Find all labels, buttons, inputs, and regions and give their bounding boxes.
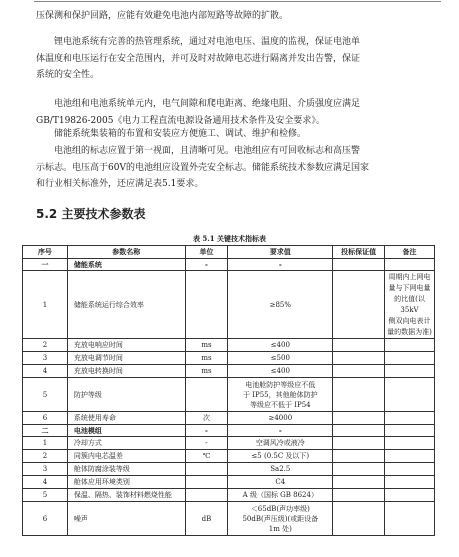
row-guarantee [333,339,385,352]
note-line: 周期内上网电 [388,272,431,281]
row-name: 舱体应用环境类别 [67,476,185,489]
row-note [385,352,435,365]
row-value: ≥4000 [228,412,333,425]
row-note [385,502,435,536]
section-title: 主要技术参数表 [61,207,146,221]
value-line: 电池舱防护等级应不低 [245,380,316,389]
table-row [23,463,435,476]
row-unit [185,489,228,502]
row-value: ≤5 (0.5C 及以下) [228,450,333,463]
row-value: ≤500 [228,352,333,365]
row-unit: ms [185,365,228,378]
col-header-note: 备注 [385,246,435,259]
table-row [23,450,435,463]
text-line: 电池组的标志应置于第一视面，且清晰可见。电池组应有可回收标志和高压警 [54,146,361,156]
row-name: 同簇内电芯温差 [67,450,185,463]
table-row [23,476,435,489]
row-guarantee [333,352,385,365]
row-unit: dB [185,502,228,536]
row-unit: ℃ [185,450,228,463]
empty-cell [333,259,385,271]
row-note [385,450,435,463]
table-row [23,502,435,536]
text-line: 示标志。电压高于60V的电池组应设置外壳安全标志。储能系统技术参数应满足国家 [36,162,369,173]
value-line: 1m 处) [268,524,292,533]
empty-cell [385,425,435,437]
row-note [385,378,435,412]
row-unit [185,476,228,489]
row-note [385,271,435,339]
row-guarantee [333,489,385,502]
table-group-row [23,425,435,437]
group-name: 电池模组 [67,425,185,437]
value-line: 50dB(声压级)(或距设备 [242,514,319,523]
row-index: 5 [23,378,68,412]
row-name: 保温、隔热、装饰材料燃烧性能 [67,489,185,502]
section-number: 5.2 [36,207,58,221]
row-value [228,378,333,412]
table-header-row [23,246,435,259]
row-index: 3 [23,463,68,476]
row-value [228,502,333,536]
paragraph-5 [36,143,422,193]
table-row [23,378,435,412]
empty-cell [333,425,385,437]
text-line: 和行业相关标准外，还应满足表5.1要求。 [36,179,204,189]
group-unit: - [185,425,228,437]
row-index: 4 [23,476,68,489]
row-guarantee [333,476,385,489]
row-index: 1 [23,271,68,339]
row-index: 4 [23,365,68,378]
row-unit [185,271,228,339]
row-unit: ms [185,339,228,352]
spec-table [22,245,435,536]
row-name: 充放电调节时间 [67,352,185,365]
row-name: 冷却方式 [67,437,185,450]
group-index: 二 [23,425,68,437]
value-line: 于 IP55，其他舱体防护 [243,390,318,399]
text-line: 储能系统集装箱的布置和安装应方便施工、调试、维护和检修。 [54,129,307,139]
col-header-guarantee: 投标保证值 [333,246,385,259]
row-name: 充放电转换时间 [67,365,185,378]
row-guarantee [333,463,385,476]
note-line: 侧双向电表计 [388,316,431,325]
row-value: ≤400 [228,339,333,352]
note-line: 量的数据为准) [387,327,432,336]
row-note [385,463,435,476]
row-note [385,339,435,352]
table-row [23,339,435,352]
row-name: 储能系统运行综合效率 [67,271,185,339]
note-line: 的比值(以35kV [394,294,425,314]
text-line: 系统的安全性。 [36,70,100,80]
empty-cell [385,259,435,271]
row-index: 6 [23,502,68,536]
row-index: 3 [23,352,68,365]
row-value: ≥85% [228,271,333,339]
row-name: 舱体防腐涂装等级 [67,463,185,476]
row-unit [185,378,228,412]
row-unit: 次 [185,412,228,425]
table-group-row [23,259,435,271]
group-index: 一 [23,259,68,271]
row-value: A 级（国标 GB 8624） [228,489,333,502]
table-row [23,437,435,450]
table-row [23,412,435,425]
row-note [385,437,435,450]
row-unit: - [185,437,228,450]
row-unit: ms [185,352,228,365]
row-note [385,489,435,502]
row-guarantee [333,502,385,536]
row-guarantee [333,412,385,425]
row-guarantee [333,378,385,412]
row-index: 2 [23,339,68,352]
row-value: C4 [228,476,333,489]
row-name: 系统使用寿命 [67,412,185,425]
row-value: Sa2.5 [228,463,333,476]
row-guarantee [333,365,385,378]
row-name: 防护等级 [67,378,185,412]
group-value: - [228,259,333,271]
header-rule [34,1,441,2]
value-line: ＜65dB(声功率级) [250,504,310,513]
col-header-name: 参数名称 [67,246,185,259]
row-index: 5 [23,489,68,502]
row-note [385,476,435,489]
group-unit: - [185,259,228,271]
row-name: 噪声 [67,502,185,536]
section-heading [36,205,145,222]
text-line: GB/T19826-2005《电力工程直流电源设备通用技术条件及安全要求》。 [36,115,325,126]
text-line: 电池组和电池系统单元内，电气间隙和爬电距离、绝缘电阻、介质强度应满足 [54,99,361,109]
row-unit [185,463,228,476]
col-header-required: 要求值 [228,246,333,259]
text-line: 体温度和电压运行在安全范围内，并可及时对故障电芯进行隔离并发出告警，保证 [36,53,361,64]
row-note [385,412,435,425]
text-line: 压保测和保护回路，应能有效避免电池内部短路等故障的扩散。 [36,11,289,21]
table-row [23,352,435,365]
paragraph-3 [36,96,422,129]
paragraph-4 [36,126,422,143]
row-guarantee [333,437,385,450]
row-guarantee [333,450,385,463]
paragraph-2 [36,34,422,84]
row-guarantee [333,271,385,339]
value-line: 等级应不低于 IP54 [250,400,311,409]
row-index: 2 [23,450,68,463]
table-row [23,489,435,502]
row-index: 6 [23,412,68,425]
row-name: 充放电响应时间 [67,339,185,352]
table-caption: 表 5.1 关键技术指标表 [192,234,267,243]
col-header-unit: 单位 [185,246,228,259]
table-row [23,271,435,339]
row-value: 空调风冷或液冷 [228,437,333,450]
col-header-index: 序号 [23,246,68,259]
row-index: 1 [23,437,68,450]
group-name: 储能系统 [67,259,185,271]
group-value: - [228,425,333,437]
row-note [385,365,435,378]
row-value: ≤400 [228,365,333,378]
text-line: 锂电池系统有完善的热管理系统，通过对电池电压、温度的监视，保证电池单 [54,37,361,47]
paragraph-1 [36,8,422,25]
note-line: 量与下网电量 [388,283,431,292]
table-row [23,365,435,378]
